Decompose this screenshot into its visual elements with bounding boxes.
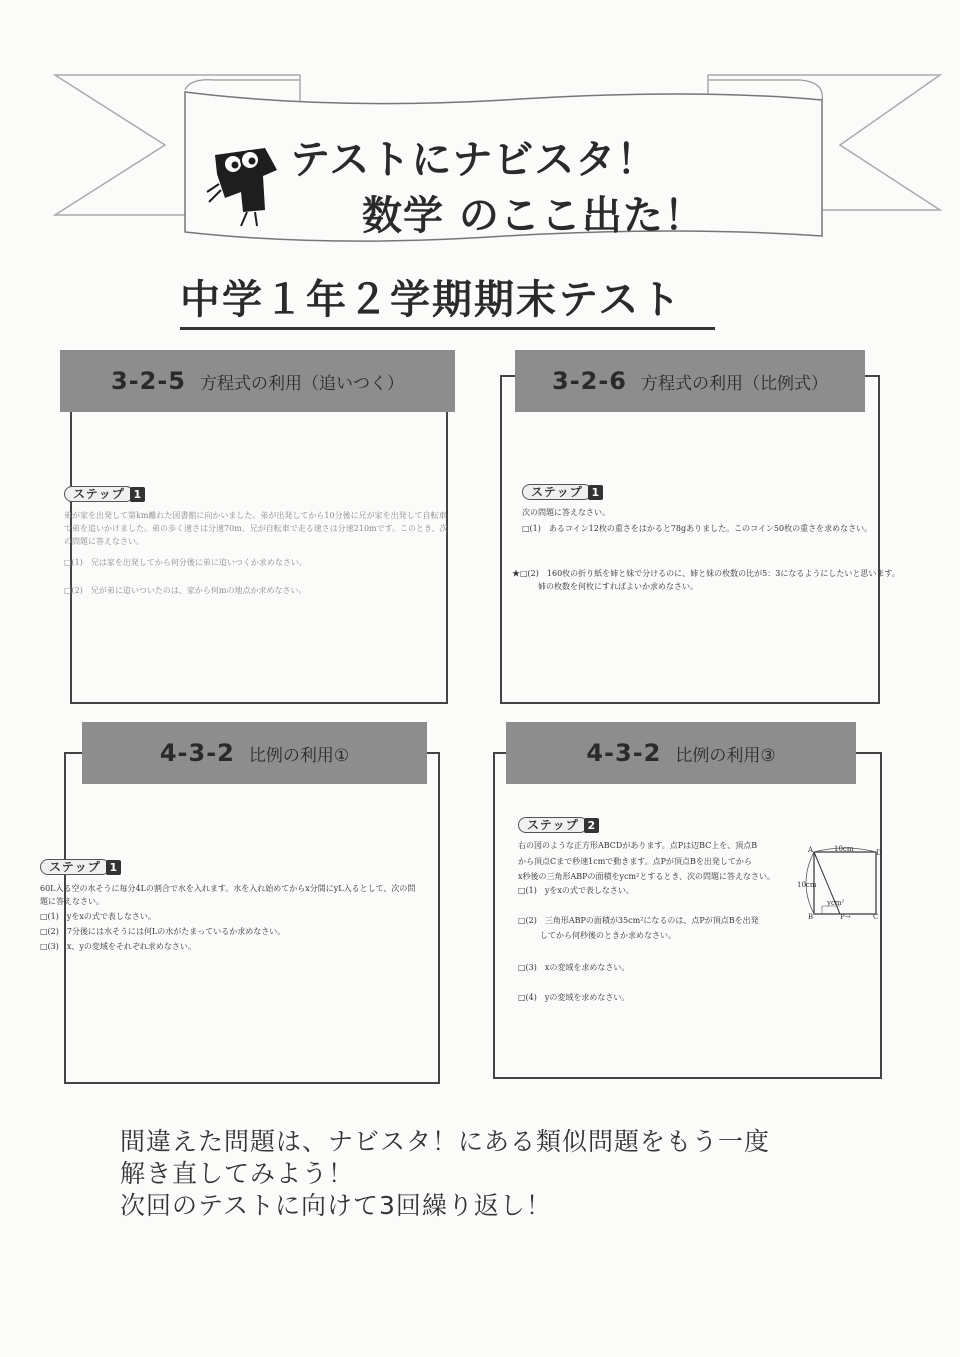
question-line: □(1) 兄は家を出発してから何分後に弟に追いつくか求めなさい。 — [64, 558, 307, 567]
footer-line: 間違えた問題は、ナビスタ！にある類似問題をもう一度 — [120, 1127, 771, 1156]
figure-vertex: B — [808, 913, 814, 921]
panel-3-2-5-header — [60, 350, 455, 412]
panel-title: 方程式の利用（比例式） — [641, 373, 829, 394]
step-number: 1 — [130, 487, 145, 502]
step-number: 1 — [106, 860, 121, 875]
panel-3-2-6 — [500, 375, 880, 704]
banner-title-line2: 数学 のここ出た！ — [362, 193, 705, 239]
question-line: 題に答えなさい。 — [40, 897, 104, 906]
question-line: してから何秒後のときか求めなさい。 — [540, 931, 676, 940]
panel-number: 3-2-5 — [110, 367, 187, 395]
question-line: □(4) yの変域を求めなさい。 — [518, 993, 630, 1002]
panel-3-2-5 — [70, 395, 448, 704]
panel-number: 3-2-6 — [551, 367, 628, 395]
figure-vertex: A — [808, 846, 814, 854]
question-line: で弟を追いかけました。弟の歩く速さは分速70m、兄が自転車で走る速さは分速210mです。このとき、次 — [64, 524, 448, 533]
question-line: □(2) 7分後には水そうには何Lの水がたまっているか求めなさい。 — [40, 927, 286, 936]
step-badge — [40, 859, 121, 875]
panel-4-3-2-b-header — [506, 722, 856, 784]
panel-title: 比例の利用① — [248, 745, 350, 766]
question-line: □(3) x、yの変域をそれぞれ求めなさい。 — [40, 942, 196, 951]
question-line: 右の図のような正方形ABCDがあります。点Pは辺BC上を、頂点B — [518, 841, 758, 850]
step-number: 1 — [588, 485, 603, 500]
step-label: ステップ — [40, 859, 110, 875]
panel-3-2-6-header — [515, 350, 865, 412]
step-badge — [522, 484, 603, 500]
figure-label: 10cm — [834, 845, 854, 853]
panel-title: 方程式の利用（追いつく） — [200, 373, 405, 394]
step-label: ステップ — [518, 817, 588, 833]
figure-label: 10cm — [797, 881, 817, 889]
page-subtitle: 中学１年２学期期末テスト — [180, 268, 715, 330]
question-line: から頂点Cまで秒速1cmで動きます。点Pが頂点Bを出発してから — [518, 857, 752, 866]
banner-title-line1: テストにナビスタ！ — [290, 137, 658, 183]
step-label: ステップ — [64, 486, 134, 502]
figure-vertex: C — [873, 913, 879, 921]
figure-arrow: P→ — [840, 913, 851, 921]
question-line: □(2) 兄が弟に追いついたのは、家から何mの地点か求めなさい。 — [64, 586, 307, 595]
question-line: 弟が家を出発して第km離れた図書館に向かいました。弟が出発してから10分後に兄が家を出発して自転車 — [64, 511, 447, 520]
step-badge — [64, 486, 145, 502]
question-line: 次の問題に答えなさい。 — [522, 508, 610, 517]
panel-4-3-2-a-header — [82, 722, 427, 784]
panel-number: 4-3-2 — [159, 739, 235, 767]
question-line: □(2) 三角形ABPの面積が35cm²になるのは、点Pが頂点Bを出発 — [518, 916, 759, 925]
question-line: □(3) xの変域を求めなさい。 — [518, 963, 630, 972]
question-line: 姉の枚数を何枚にすればよいか求めなさい。 — [538, 582, 698, 591]
figure-vertex: D — [876, 849, 882, 857]
footer-note — [120, 1126, 770, 1222]
step-badge — [518, 817, 599, 833]
footer-line: 解き直してみよう！ — [120, 1159, 355, 1188]
figure-label: ycm² — [827, 899, 845, 907]
question-line: の問題に答えなさい。 — [64, 537, 144, 546]
question-line: □(1) yをxの式で表しなさい。 — [518, 886, 634, 895]
question-line: □(1) yをxの式で表しなさい。 — [40, 912, 156, 921]
panel-number: 4-3-2 — [586, 739, 662, 767]
step-label: ステップ — [522, 484, 592, 500]
question-line: ★□(2) 160枚の折り紙を姉と妹で分けるのに、姉と妹の枚数の比が5：3になるようにしたいと思います。 — [512, 569, 900, 578]
question-line: 60L入る空の水そうに毎分4Lの割合で水を入れます。水を入れ始めてからx分間にyL入るとして、次の問 — [40, 884, 416, 893]
panel-title: 比例の利用③ — [675, 745, 776, 766]
question-line: □(1) あるコイン12枚の重さをはかると78gありました。このコイン50枚の重さを求めなさい。 — [522, 524, 873, 533]
footer-line: 次回のテストに向けて3回繰り返し！ — [120, 1191, 552, 1220]
question-line: x秒後の三角形ABPの面積をycm²とするとき、次の問題に答えなさい。 — [518, 872, 776, 881]
mascot-icon — [195, 140, 285, 230]
step-number: 2 — [584, 818, 599, 833]
